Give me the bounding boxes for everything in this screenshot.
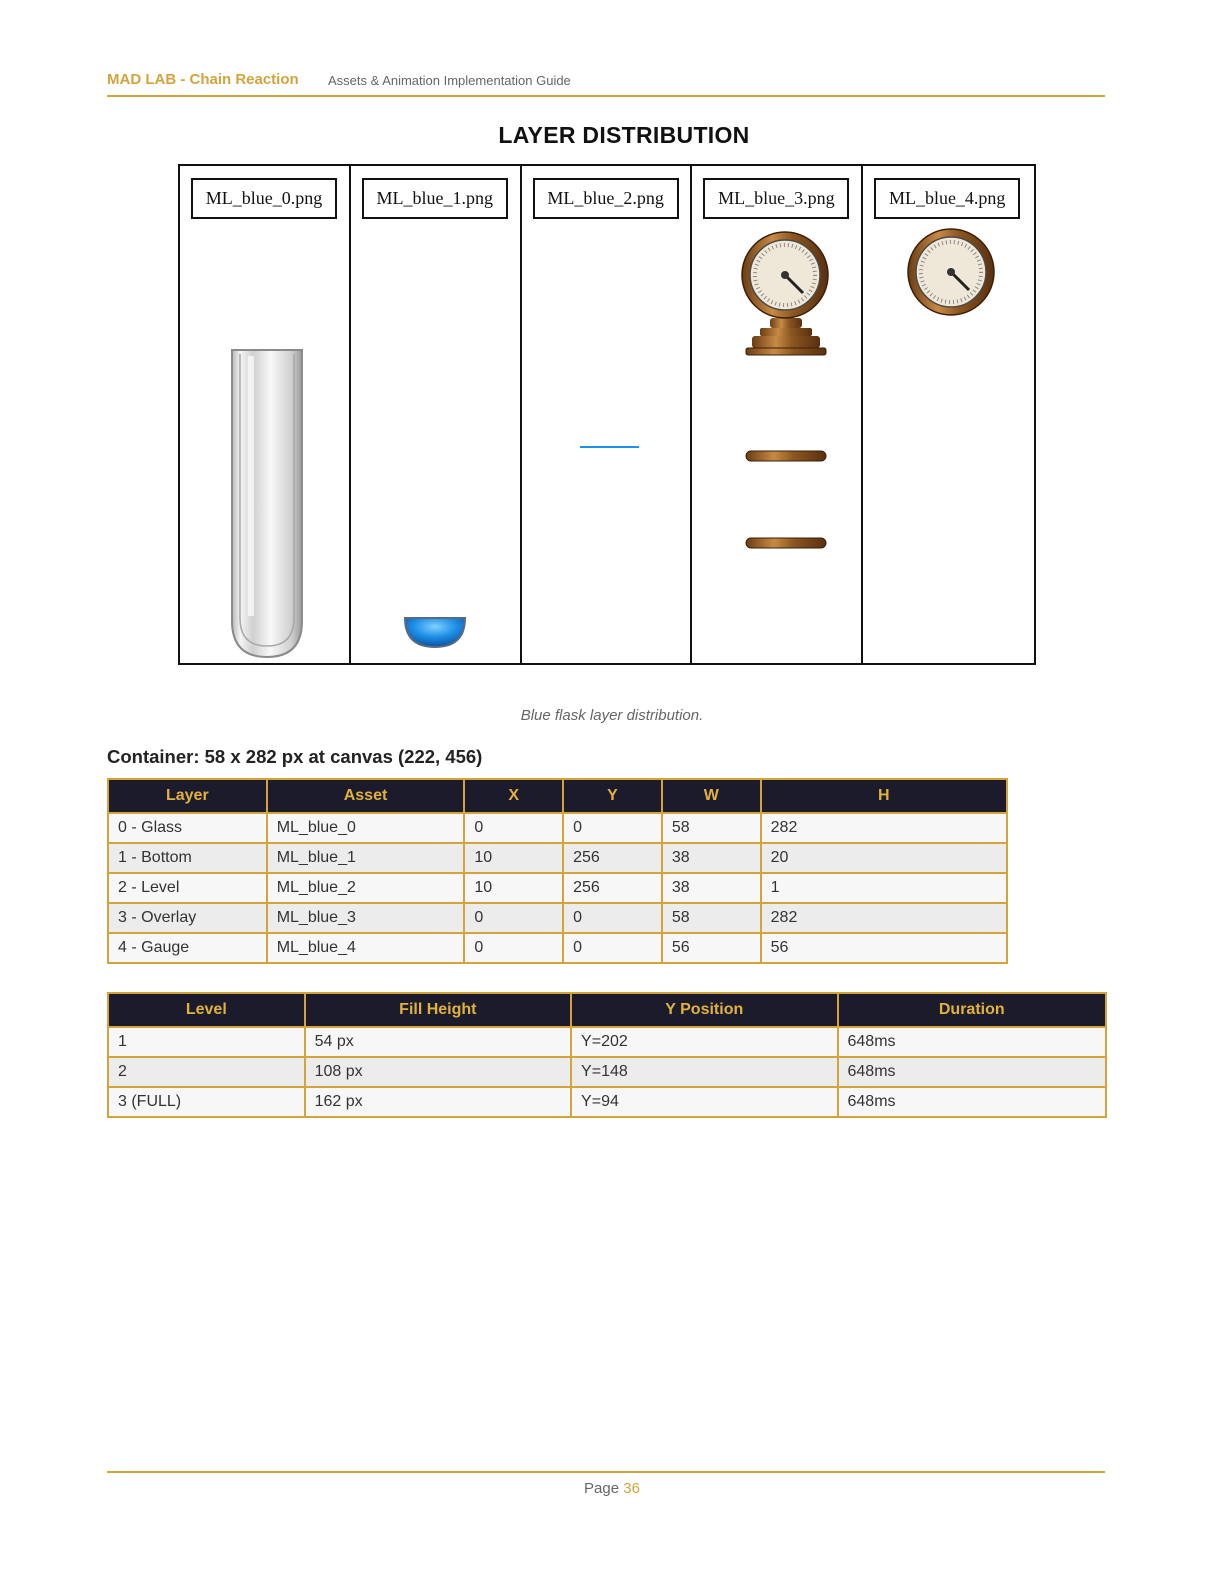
table-cell: 0	[563, 903, 662, 933]
layer-column-4	[863, 166, 1034, 663]
table-cell: 38	[662, 873, 761, 903]
layer-column-3	[692, 166, 863, 663]
layer-column-1	[351, 166, 522, 663]
header-subtitle: Assets & Animation Implementation Guide	[328, 73, 571, 88]
table-cell: 56	[662, 933, 761, 963]
column-header: X	[464, 779, 563, 813]
header-brand: MAD LAB - Chain Reaction	[107, 71, 299, 88]
blue-bottom-image	[351, 166, 522, 667]
table-cell: 3 - Overlay	[108, 903, 267, 933]
footer-divider	[107, 1471, 1105, 1473]
page-number: 36	[623, 1480, 640, 1497]
column-header: Y	[563, 779, 662, 813]
overlay-gauge-image	[692, 166, 863, 667]
layer-distribution-figure	[178, 118, 1036, 668]
table-row	[108, 843, 1007, 873]
table-header-row	[108, 993, 1106, 1027]
table-cell: 3 (FULL)	[108, 1087, 305, 1117]
table-cell: 162 px	[305, 1087, 571, 1117]
column-header: H	[761, 779, 1007, 813]
table-row	[108, 933, 1007, 963]
table-cell: 0	[563, 813, 662, 843]
table-cell: 282	[761, 813, 1007, 843]
table-cell: 54 px	[305, 1027, 571, 1057]
table-cell: 256	[563, 843, 662, 873]
table-cell: 648ms	[838, 1027, 1107, 1057]
table-cell: Y=202	[571, 1027, 837, 1057]
layer-label-3: ML_blue_3.png	[703, 178, 849, 219]
table-cell: 0	[464, 933, 563, 963]
table-row	[108, 1027, 1106, 1057]
table-cell: 1	[761, 873, 1007, 903]
table-row	[108, 873, 1007, 903]
figure-frame	[178, 164, 1036, 665]
column-header: Asset	[267, 779, 465, 813]
level-line-image	[522, 166, 693, 667]
table-cell: 648ms	[838, 1087, 1107, 1117]
table-cell: 0 - Glass	[108, 813, 267, 843]
gauge-image	[863, 166, 1034, 667]
table-cell: 648ms	[838, 1057, 1107, 1087]
table-cell: ML_blue_0	[267, 813, 465, 843]
glass-tube-image	[180, 166, 351, 667]
table-cell: 0	[563, 933, 662, 963]
column-header: Duration	[838, 993, 1107, 1027]
layer-label-1: ML_blue_1.png	[362, 178, 508, 219]
layer-column-2	[522, 166, 693, 663]
table-cell: 58	[662, 813, 761, 843]
container-heading: Container: 58 x 282 px at canvas (222, 456)	[107, 746, 483, 767]
table-cell: ML_blue_4	[267, 933, 465, 963]
table-cell: 1 - Bottom	[108, 843, 267, 873]
table-cell: ML_blue_3	[267, 903, 465, 933]
page-label: Page	[584, 1480, 620, 1497]
table-cell: Y=148	[571, 1057, 837, 1087]
table-cell: 4 - Gauge	[108, 933, 267, 963]
table-row	[108, 903, 1007, 933]
layer-label-4: ML_blue_4.png	[874, 178, 1020, 219]
table-cell: Y=94	[571, 1087, 837, 1117]
column-header: Fill Height	[305, 993, 571, 1027]
table-cell: 20	[761, 843, 1007, 873]
table-row	[108, 1087, 1106, 1117]
table-cell: 256	[563, 873, 662, 903]
table-row	[108, 813, 1007, 843]
table-cell: 0	[464, 813, 563, 843]
table-cell: 282	[761, 903, 1007, 933]
layer-label-2: ML_blue_2.png	[533, 178, 679, 219]
table-cell: ML_blue_1	[267, 843, 465, 873]
table-cell: 2 - Level	[108, 873, 267, 903]
table-header-row	[108, 779, 1007, 813]
table-cell: 10	[464, 843, 563, 873]
layer-label-0: ML_blue_0.png	[191, 178, 337, 219]
levels-table	[107, 992, 1107, 1118]
layers-table	[107, 778, 1008, 964]
figure-caption: Blue flask layer distribution.	[520, 707, 704, 724]
page-footer	[0, 1480, 1224, 1497]
table-cell: 0	[464, 903, 563, 933]
table-cell: 2	[108, 1057, 305, 1087]
table-cell: 38	[662, 843, 761, 873]
figure-title: LAYER DISTRIBUTION	[498, 122, 750, 148]
column-header: W	[662, 779, 761, 813]
table-cell: 56	[761, 933, 1007, 963]
layer-column-0	[180, 166, 351, 663]
table-cell: 1	[108, 1027, 305, 1057]
table-cell: 108 px	[305, 1057, 571, 1087]
table-cell: ML_blue_2	[267, 873, 465, 903]
table-cell: 10	[464, 873, 563, 903]
table-row	[108, 1057, 1106, 1087]
table-cell: 58	[662, 903, 761, 933]
column-header: Y Position	[571, 993, 837, 1027]
column-header: Layer	[108, 779, 267, 813]
page-header	[107, 70, 1105, 97]
column-header: Level	[108, 993, 305, 1027]
